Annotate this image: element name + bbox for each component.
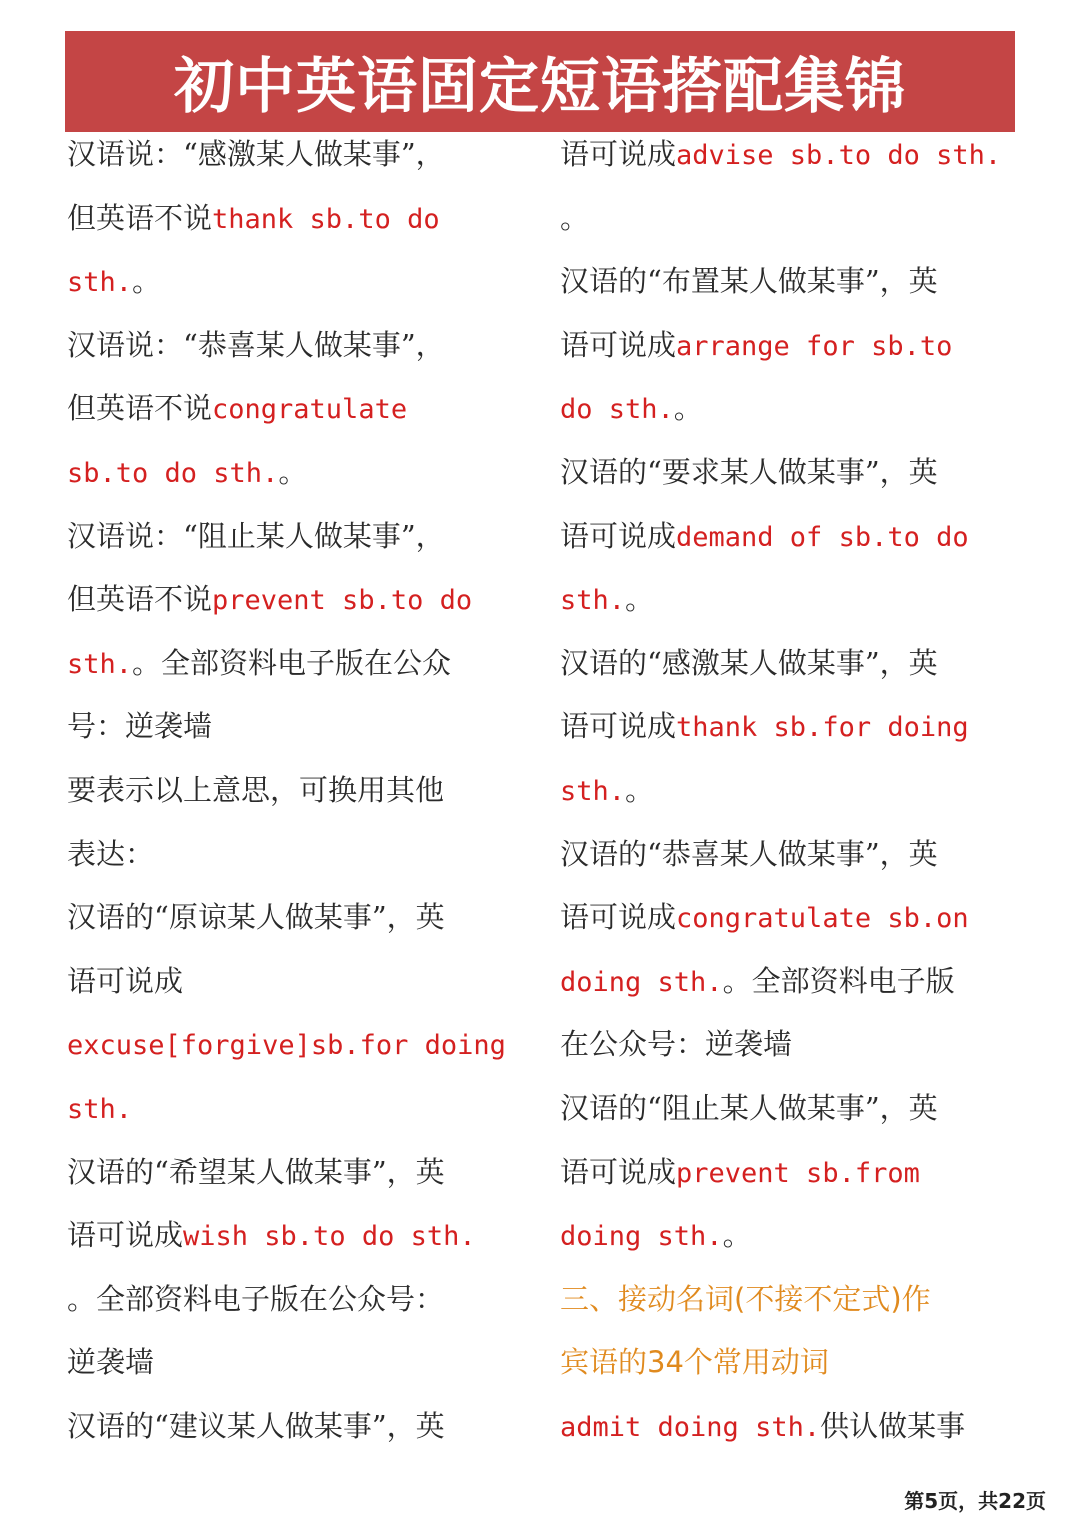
chinese-text: 供认做某事 — [820, 1408, 966, 1443]
text-line — [560, 377, 1020, 441]
text-line — [67, 314, 527, 378]
section-heading: 宾语的34个常用动词 — [560, 1345, 829, 1380]
text-line — [67, 695, 527, 759]
text-line — [67, 505, 527, 569]
chinese-text: 号：逆袭墙 — [67, 709, 213, 744]
text-line — [67, 1013, 527, 1077]
english-phrase: prevent sb.to do — [212, 585, 473, 617]
chinese-text: 汉语说：“阻止某人做某事”， — [67, 518, 445, 553]
chinese-text: 语可说成 — [67, 1218, 184, 1253]
chinese-text: 语可说成 — [560, 327, 677, 362]
text-line — [67, 823, 527, 887]
text-line — [560, 1013, 1020, 1077]
english-phrase: excuse[forgive]sb.for doing — [67, 1030, 506, 1062]
chinese-text: 语可说成 — [560, 137, 677, 171]
english-phrase: sb.to do sth. — [67, 457, 279, 489]
english-phrase: wish sb.to do sth. — [183, 1221, 476, 1253]
text-line — [560, 1395, 1020, 1459]
text-line — [560, 759, 1020, 823]
english-phrase: prevent sb.from — [676, 1157, 920, 1189]
text-line — [67, 1268, 527, 1332]
chinese-text: 语可说成 — [560, 518, 677, 553]
text-line — [560, 250, 1020, 314]
chinese-text: 但英语不说 — [67, 391, 213, 426]
left-column — [67, 123, 527, 1458]
title-banner — [65, 31, 1015, 132]
text-line — [67, 1395, 527, 1459]
english-phrase: congratulate — [212, 394, 408, 426]
chinese-text: 表达： — [67, 836, 155, 871]
chinese-text: 。 — [560, 200, 590, 235]
english-phrase: sth. — [67, 648, 133, 680]
text-line — [67, 441, 527, 505]
english-phrase: sth. — [67, 267, 133, 299]
english-phrase: arrange for sb.to — [676, 330, 953, 362]
chinese-text: 。 — [673, 391, 703, 426]
chinese-text: 汉语的“感激某人做某事”，英 — [560, 645, 938, 680]
chinese-text: 汉语的“阻止某人做某事”，英 — [560, 1090, 938, 1125]
text-line — [560, 886, 1020, 950]
text-line — [560, 1331, 1020, 1395]
chinese-text: 。 — [132, 264, 162, 299]
text-line — [560, 1204, 1020, 1268]
section-heading: 三、接动名词(不接不定式)作 — [560, 1281, 931, 1316]
text-line — [67, 632, 527, 696]
text-line — [560, 695, 1020, 759]
text-line — [560, 823, 1020, 887]
right-column — [560, 123, 1020, 1458]
text-line — [67, 759, 527, 823]
text-line — [67, 187, 527, 251]
english-phrase: doing sth. — [560, 966, 723, 998]
chinese-text: 语可说成 — [67, 963, 184, 998]
chinese-text: 汉语说：“恭喜某人做某事”， — [67, 327, 445, 362]
page-title: 初中英语固定短语搭配集锦 — [174, 51, 906, 122]
english-phrase: sth. — [560, 585, 626, 617]
chinese-text: 但英语不说 — [67, 200, 213, 235]
text-line — [560, 123, 1020, 187]
text-line — [560, 568, 1020, 632]
text-line — [67, 568, 527, 632]
chinese-text: 。全部资料电子版在公众 — [132, 645, 452, 680]
english-phrase: sth. — [67, 1093, 133, 1125]
english-phrase: sth. — [560, 775, 626, 807]
chinese-text: 。 — [625, 582, 655, 617]
english-phrase: do sth. — [560, 394, 674, 426]
english-phrase: congratulate sb.on — [676, 903, 969, 935]
chinese-text: 。 — [722, 1218, 752, 1253]
text-line — [560, 1268, 1020, 1332]
text-line — [560, 314, 1020, 378]
chinese-text: 语可说成 — [560, 1154, 677, 1189]
page-number: 第5页，共22页 — [904, 1489, 1046, 1513]
chinese-text: 汉语的“建议某人做某事”，英 — [67, 1408, 445, 1443]
text-line — [560, 187, 1020, 251]
english-phrase: admit doing sth. — [560, 1411, 821, 1443]
english-phrase: demand of sb.to do — [676, 521, 969, 553]
text-line — [67, 377, 527, 441]
chinese-text: 汉语的“希望某人做某事”，英 — [67, 1154, 445, 1189]
chinese-text: 汉语的“布置某人做某事”，英 — [560, 264, 938, 299]
chinese-text: 逆袭墙 — [67, 1345, 155, 1380]
english-phrase: doing sth. — [560, 1221, 723, 1253]
text-line — [67, 250, 527, 314]
text-line — [560, 505, 1020, 569]
text-line — [67, 123, 527, 187]
text-line — [560, 1141, 1020, 1205]
text-line — [560, 950, 1020, 1014]
chinese-text: 在公众号：逆袭墙 — [560, 1027, 793, 1062]
chinese-text: 要表示以上意思，可换用其他 — [67, 772, 445, 807]
text-line — [67, 1204, 527, 1268]
chinese-text: 。 — [625, 772, 655, 807]
chinese-text: 汉语说：“感激某人做某事”， — [67, 137, 445, 171]
chinese-text: 语可说成 — [560, 900, 677, 935]
text-line — [67, 886, 527, 950]
text-line — [67, 1141, 527, 1205]
text-line — [560, 441, 1020, 505]
english-phrase: advise sb.to do sth. — [676, 140, 1002, 171]
text-line — [560, 1077, 1020, 1141]
english-phrase: thank sb.to do — [212, 203, 440, 235]
chinese-text: 。 — [278, 454, 308, 489]
english-phrase: thank sb.for doing — [676, 712, 969, 744]
chinese-text: 但英语不说 — [67, 582, 213, 617]
chinese-text: 语可说成 — [560, 709, 677, 744]
text-line — [67, 1331, 527, 1395]
chinese-text: 。全部资料电子版在公众号： — [67, 1281, 445, 1316]
text-line — [560, 632, 1020, 696]
chinese-text: 汉语的“原谅某人做某事”，英 — [67, 900, 445, 935]
text-line — [67, 950, 527, 1014]
chinese-text: 汉语的“要求某人做某事”，英 — [560, 454, 938, 489]
text-line — [67, 1077, 527, 1141]
chinese-text: 汉语的“恭喜某人做某事”，英 — [560, 836, 938, 871]
chinese-text: 。全部资料电子版 — [722, 963, 955, 998]
